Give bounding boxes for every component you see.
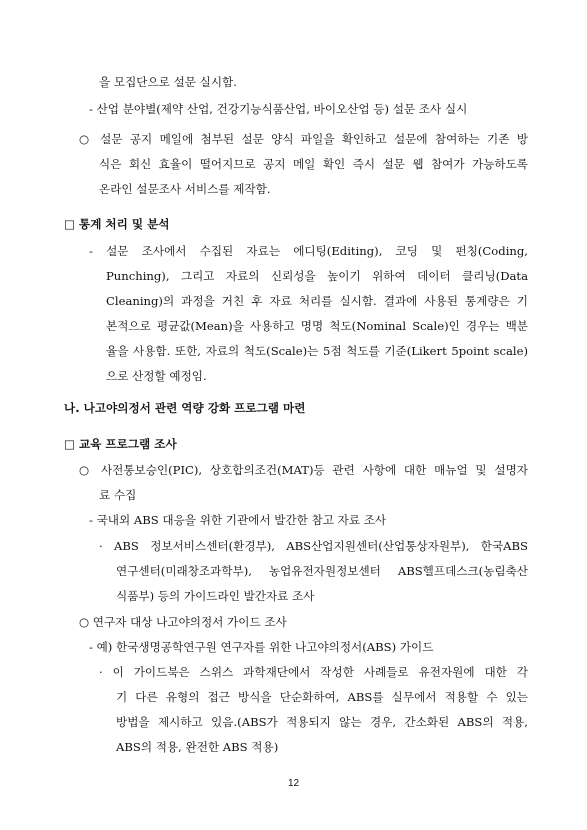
stats-paragraph-line-2: Punching), 그리고 자료의 신뢰성을 높이기 위하여 데이터 클리닝(Data (106, 269, 528, 283)
bullet-online-survey-line-3: 온라인 설문조사 서비스를 제작함. (99, 182, 271, 196)
bullet-online-survey-line-1: ○ 설문 공지 메일에 첨부된 설문 양식 파일을 확인하고 설문에 참여하는 기존 방 (79, 132, 528, 146)
stats-paragraph-line-4: 본적으로 평균값(Mean)을 사용하고 명명 척도(Nominal Scale)인 경우는 백분 (106, 319, 528, 333)
bullet-industry-survey: - 산업 분야별(제약 산업, 건강기능식품산업, 바이오산업 등) 설문 조사 실시 (89, 102, 468, 116)
bullet-kribb-example: - 예) 한국생명공학연구원 연구자를 위한 나고야의정서(ABS) 가이드 (89, 640, 434, 654)
stats-paragraph-line-1: - 설문 조사에서 수집된 자료는 에디팅(Editing), 코딩 및 펀칭(Coding, (89, 244, 528, 258)
stats-paragraph-line-6: 으로 산정할 예정임. (106, 369, 207, 383)
continuation-text: 을 모집단으로 설문 실시함. (99, 75, 237, 89)
bullet-researcher-guide: ○ 연구자 대상 나고야의정서 가이드 조사 (79, 615, 287, 629)
bullet-online-survey-line-2: 식은 회신 효율이 떨어지므로 공지 메일 확인 즉시 설문 웹 참여가 가능하도록 (99, 157, 528, 171)
bullet-domestic-references: - 국내외 ABS 대응을 위한 기관에서 발간한 참고 자료 조사 (89, 513, 387, 527)
bullet-guidebook-line-2: 기 다른 유형의 접근 방식을 단순화하여, ABS를 실무에서 적용할 수 있는 (116, 690, 528, 704)
bullet-abs-centers-line-1: · ABS 정보서비스센터(환경부), ABS산업지원센터(산업통상자원부), 한국ABS (99, 539, 528, 553)
bullet-guidebook-line-4: ABS의 적용, 완전한 ABS 적용) (116, 740, 279, 754)
stats-paragraph-line-5: 율을 사용함. 또한, 자료의 척도(Scale)는 5점 척도를 기준(Likert 5point scale) (106, 344, 528, 358)
bullet-pic-mat-line-2: 료 수집 (99, 488, 137, 502)
page-number: 12 (287, 778, 300, 789)
bullet-pic-mat-line-1: ○ 사전통보승인(PIC), 상호합의조건(MAT)등 관련 사항에 대한 매뉴얼 및 설명자 (79, 463, 528, 477)
bullet-abs-centers-line-3: 식품부) 등의 가이드라인 발간자료 조사 (116, 589, 315, 603)
stats-paragraph-line-3: Cleaning)의 과정을 거친 후 자료 처리를 실시함. 결과에 사용된 통계량은 기 (106, 294, 528, 308)
section-heading-education: □ 교육 프로그램 조사 (64, 437, 177, 451)
bullet-abs-centers-line-2: 연구센터(미래창조과학부), 농업유전자원정보센터 ABS헬프데스크(농림축산 (116, 564, 528, 578)
section-heading-statistics: □ 통계 처리 및 분석 (64, 217, 170, 231)
bullet-guidebook-line-3: 방법을 제시하고 있음.(ABS가 적용되지 않는 경우, 간소화된 ABS의 적용, (116, 715, 528, 729)
bullet-guidebook-line-1: · 이 가이드북은 스위스 과학재단에서 작성한 사례들로 유전자원에 대한 각 (99, 665, 528, 679)
section-heading-na: 나. 나고야의정서 관련 역량 강화 프로그램 마련 (64, 401, 306, 415)
